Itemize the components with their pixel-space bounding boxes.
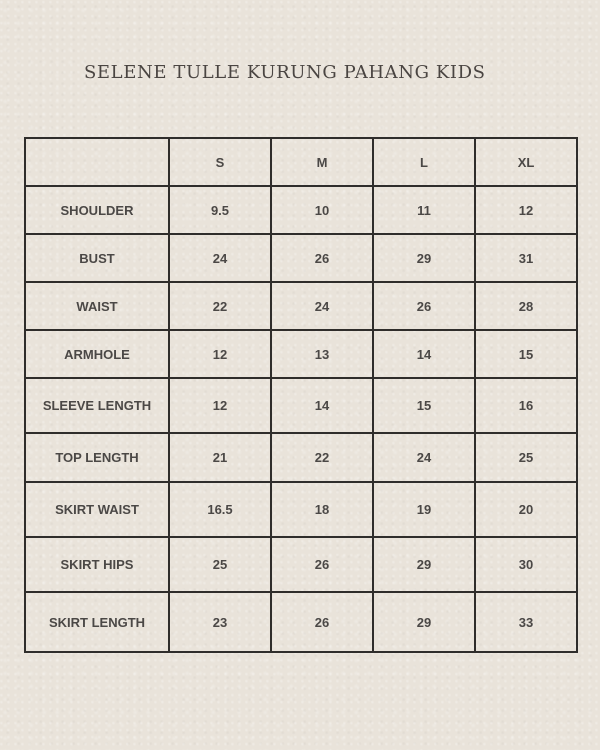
table-row [25,482,577,537]
table-cell: 26 [373,282,475,330]
table-row [25,433,577,482]
table-row [25,592,577,652]
table-cell: 10 [271,186,373,234]
table-cell: 29 [373,234,475,282]
table-row [25,537,577,592]
table-cell: 16 [475,378,577,433]
table-row [25,330,577,378]
table-cell: 24 [373,433,475,482]
table-cell: 25 [169,537,271,592]
measurement-label: BUST [25,234,169,282]
measurement-label: SKIRT WAIST [25,482,169,537]
table-cell: 12 [169,378,271,433]
table-cell: 30 [475,537,577,592]
table-cell: 24 [271,282,373,330]
table-cell: 26 [271,537,373,592]
table-row [25,186,577,234]
table-cell: 15 [373,378,475,433]
table-row [25,234,577,282]
size-header-l: L [373,138,475,186]
measurement-label: SHOULDER [25,186,169,234]
table-row [25,282,577,330]
measurement-label: TOP LENGTH [25,433,169,482]
table-cell: 15 [475,330,577,378]
table-cell: 25 [475,433,577,482]
table-cell: 19 [373,482,475,537]
table-cell: 26 [271,234,373,282]
page-title: SELENE TULLE KURUNG PAHANG KIDS [84,62,486,83]
table-cell: 33 [475,592,577,652]
measurement-label: WAIST [25,282,169,330]
table-cell: 23 [169,592,271,652]
table-cell: 24 [169,234,271,282]
measurement-label: SLEEVE LENGTH [25,378,169,433]
size-header-s: S [169,138,271,186]
table-row [25,378,577,433]
size-header-xl: XL [475,138,577,186]
size-chart-table [24,137,578,653]
table-cell: 26 [271,592,373,652]
table-cell: 20 [475,482,577,537]
table-cell: 22 [169,282,271,330]
table-cell: 9.5 [169,186,271,234]
table-cell: 12 [169,330,271,378]
table-cell: 29 [373,592,475,652]
table-cell: 18 [271,482,373,537]
table-cell: 21 [169,433,271,482]
size-header-m: M [271,138,373,186]
measurement-label: ARMHOLE [25,330,169,378]
corner-cell [25,138,169,186]
table-cell: 31 [475,234,577,282]
table-cell: 12 [475,186,577,234]
table-cell: 14 [271,378,373,433]
header-row [25,138,577,186]
table-cell: 14 [373,330,475,378]
table-cell: 29 [373,537,475,592]
table-cell: 13 [271,330,373,378]
table-cell: 16.5 [169,482,271,537]
table-cell: 11 [373,186,475,234]
table-cell: 22 [271,433,373,482]
measurement-label: SKIRT HIPS [25,537,169,592]
measurement-label: SKIRT LENGTH [25,592,169,652]
table-cell: 28 [475,282,577,330]
